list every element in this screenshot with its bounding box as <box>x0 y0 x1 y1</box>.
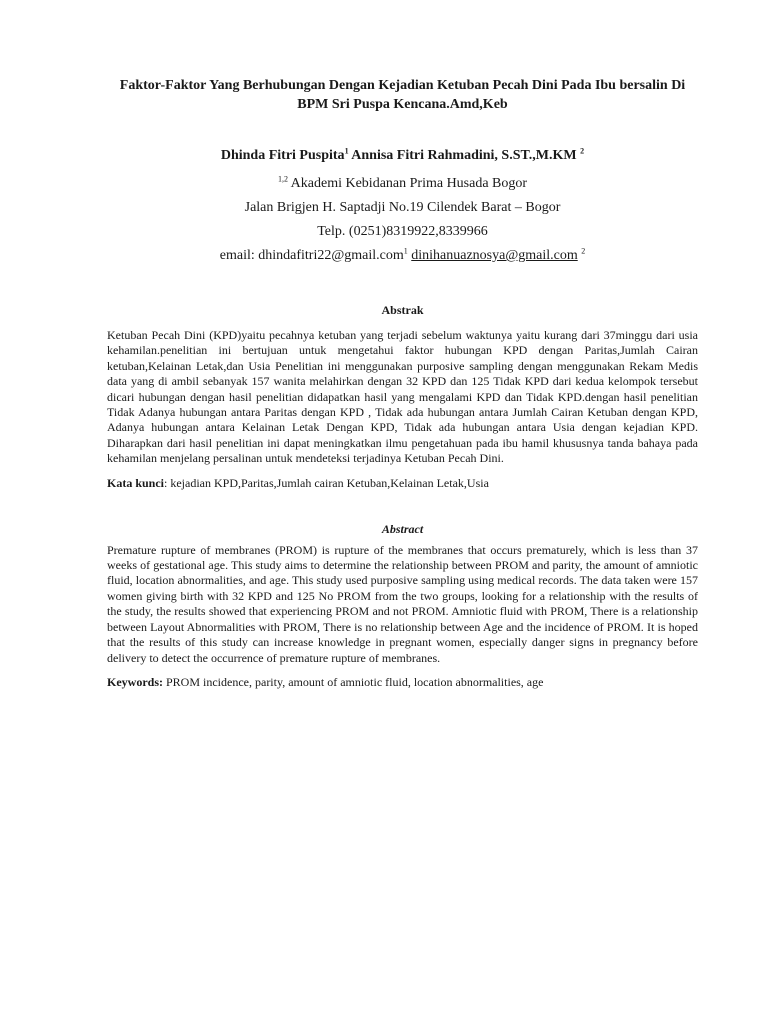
abstrak-keywords-text: : kejadian KPD,Paritas,Jumlah cairan Ketuban,Kelainan Letak,Usia <box>164 475 489 490</box>
affiliation-email <box>107 244 698 268</box>
abstract-keywords-label: Keywords: <box>107 674 163 689</box>
affiliation-superscript: 1,2 <box>277 174 288 184</box>
author-1-name: Dhinda Fitri Puspita <box>220 148 345 163</box>
author-2-name: Annisa Fitri Rahmadini, S.ST.,M.KM <box>348 148 581 163</box>
email-2-superscript: 2 <box>581 246 586 256</box>
abstrak-keywords <box>107 475 698 491</box>
institution-name: Akademi Kebidanan Prima Husada Bogor <box>287 176 528 191</box>
abstract-heading: Abstract <box>381 521 424 536</box>
author-2-superscript: 2 <box>580 146 585 156</box>
email-label: email: <box>219 248 259 263</box>
abstrak-keywords-label: Kata kunci <box>107 475 165 490</box>
abstrak-body: Ketuban Pecah Dini (KPD)yaitu pecahnya ketuban yang terjadi sebelum waktunya yaitu kurang dari 37minggu dari usia kehamilan.penelitian ini bertujuan untuk mengetahui faktor hubungan KPD dengan Paritas,Jumlah Cairan ketuban,Kelainan Letak,dan Usia Penelitian ini menggunakan purposive sampling dengan menggunakan Rekam Medis data yang di ambil sebanyak 157 wanita melahirkan dengan 32 KPD dan 125 Tidak KPD dari kedua kelompok tersebut dicari hubungan dengan hasil penelitian didapatkan hasil yang mengalami KPD dan Tidak KPD.dengan hasil penelitian Tidak Adanya hubungan antara Paritas dengan KPD , Tidak ada hubungan antara Jumlah Cairan Ketuban dengan KPD, Adanya hubungan antara Kelainan Letak Dengan KPD, Tidak ada hubungan antara Usia dengan kejadian KPD. Diharapkan dari hasil penelitian ini dapat meningkatkan ilmu pengetahuan pada ibu hamil khususnya tanda bahaya pada kehamilan menjelang persalinan untuk mendeteksi terjadinya Ketuban Pecah Dini. <box>107 328 698 466</box>
abstrak-heading: Abstrak <box>381 303 424 317</box>
email-1-superscript: 1 <box>403 246 408 256</box>
affiliation-address: Jalan Brigjen H. Saptadji No.19 Cilendek Barat – Bogor <box>244 200 561 215</box>
affiliation-phone: Telp. (0251)8319922,8339966 <box>317 224 488 239</box>
email-2-link[interactable]: dinihanuaznosya@gmail.com <box>411 248 578 263</box>
abstract-keywords-text: PROM incidence, parity, amount of amniotic fluid, location abnormalities, age <box>163 674 544 689</box>
email-1: dhindafitri22@gmail.com <box>258 248 404 263</box>
affiliation-institution <box>107 172 698 196</box>
abstract-keywords <box>107 674 698 690</box>
paper-page <box>107 76 698 690</box>
abstract-body: Premature rupture of membranes (PROM) is rupture of the membranes that occurs prematurely, which is less than 37 weeks of gestational age. This study aims to determine the relationship between PROM and parity, the amount of amniotic fluid, location abnormalities, and age. This study used purposive sampling using medical records. The data taken were 157 women giving birth with 32 KPD and 125 No PROM from the two groups, looking for a relationship with the results of the study, the results showed that experiencing PROM and not PROM. Amniotic fluid with PROM, There is a relationship between Layout Abnormalities with PROM, There is no relationship between Age and the incidence of PROM. It is hoped that the results of this study can increase knowledge in pregnant women, especially danger signs in pregnancy before delivery to detect the occurrence of premature rupture of membranes. <box>107 542 698 665</box>
author-line <box>107 146 698 166</box>
author-1-superscript: 1 <box>344 146 349 156</box>
paper-title: Faktor-Faktor Yang Berhubungan Dengan Kejadian Ketuban Pecah Dini Pada Ibu bersalin Di BPM Sri Puspa Kencana.Amd,Keb <box>119 78 686 112</box>
